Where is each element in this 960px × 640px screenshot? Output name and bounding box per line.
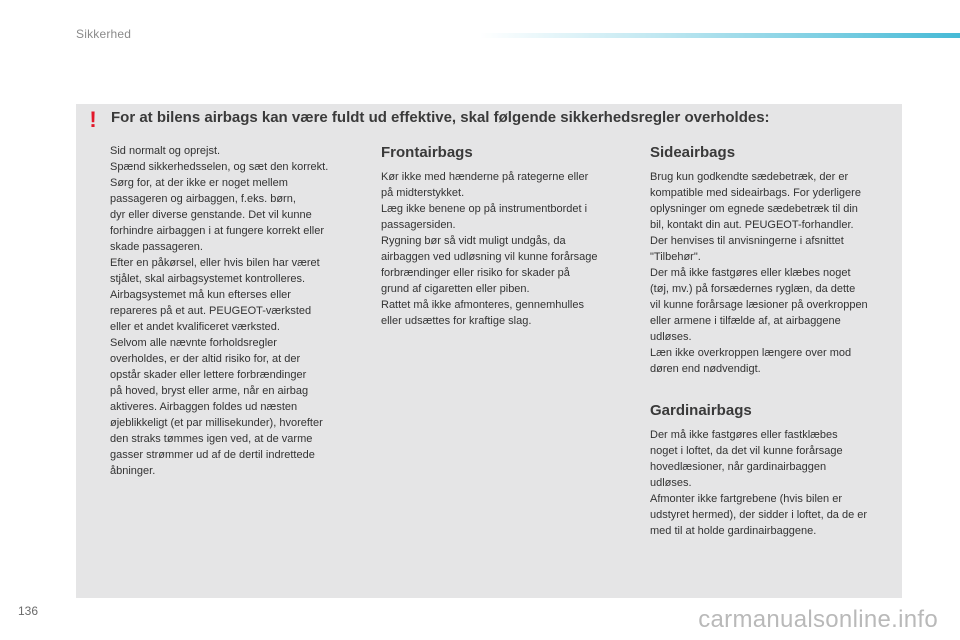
front-airbags-text: Kør ikke med hænderne på rategerne eller på midterstykket. Læg ikke benene op på instrumentbordet i passagersiden. Rygning bør så vidt muligt undgås, da airbaggen ved udløsning vil kunne forårsage forbrændinger eller risiko for skader på grund af cigaretten eller piben. Rattet må ikke afmonteres, gennemhulles eller udsættes for kraftige slag. (381, 171, 598, 327)
watermark: carmanualsonline.info (698, 606, 938, 633)
side-airbags-column (650, 143, 902, 377)
front-airbags-column (381, 143, 631, 329)
curtain-airbags-column (650, 401, 902, 539)
page-number: 136 (18, 604, 39, 618)
panel-title: For at bilens airbags kan være fuldt ud effektive, skal følgende sikkerhedsregler overholdes: (111, 109, 770, 126)
side-airbags-text: Brug kun godkendte sædebetræk, der er kompatible med sideairbags. For yderligere oplysninger om egnede sædebetræk til din bil, kontakt din aut. PEUGEOT-forhandler. Der henvises til anvisningerne i afsnittet "Tilbehør". Der må ikke fastgøres eller klæbes noget (tøj, mv.) på forsædernes ryglæn, da dette vil kunne forårsage læsioner på overkroppen eller armene i tilfælde af, at airbaggene udløses. Læn ikke overkroppen længere over mod døren end nødvendigt. (650, 171, 868, 375)
intro-text: Sid normalt og oprejst. Spænd sikkerhedsselen, og sæt den korrekt. Sørg for, at der ikke er noget mellem passageren og airbaggen, f.eks. børn, dyr eller diverse genstande. Det vil kunne forhindre airbaggen i at fungere korrekt eller skade passageren. Efter en påkørsel, eller hvis bilen har været stjålet, skal airbagsystemet kontrolleres. Airbagsystemet må kun efterses eller repareres på et aut. PEUGEOT-værksted eller et andet kvalificeret værksted. Selvom alle nævnte forholdsregler overholdes, er der altid risiko for, at der opstår skader eller lettere forbrændinger på hoved, bryst eller arme, når en airbag aktiveres. Airbaggen foldes ud næsten øjeblikkeligt (et par millisekunder), hvorefter den straks tømmes igen ved, at de varme gasser strømmer ud af de dertil indrettede åbninger. (110, 145, 329, 477)
front-airbags-heading: Frontairbags (381, 144, 473, 161)
side-airbags-heading: Sideairbags (650, 144, 736, 161)
header-stripe (480, 33, 960, 38)
exclamation-icon: ! (89, 107, 97, 132)
curtain-airbags-text: Der må ikke fastgøres eller fastklæbes noget i loftet, da det vil kunne forårsage hovedlæsioner, når gardinairbaggen udløses. Afmonter ikke fartgrebene (hvis bilen er udstyret hermed), der sidder i loftet, da de er med til at holde gardinairbaggene. (650, 429, 868, 537)
intro-column (110, 143, 372, 479)
section-label: Sikkerhed (76, 27, 132, 41)
curtain-airbags-heading: Gardinairbags (650, 402, 752, 419)
